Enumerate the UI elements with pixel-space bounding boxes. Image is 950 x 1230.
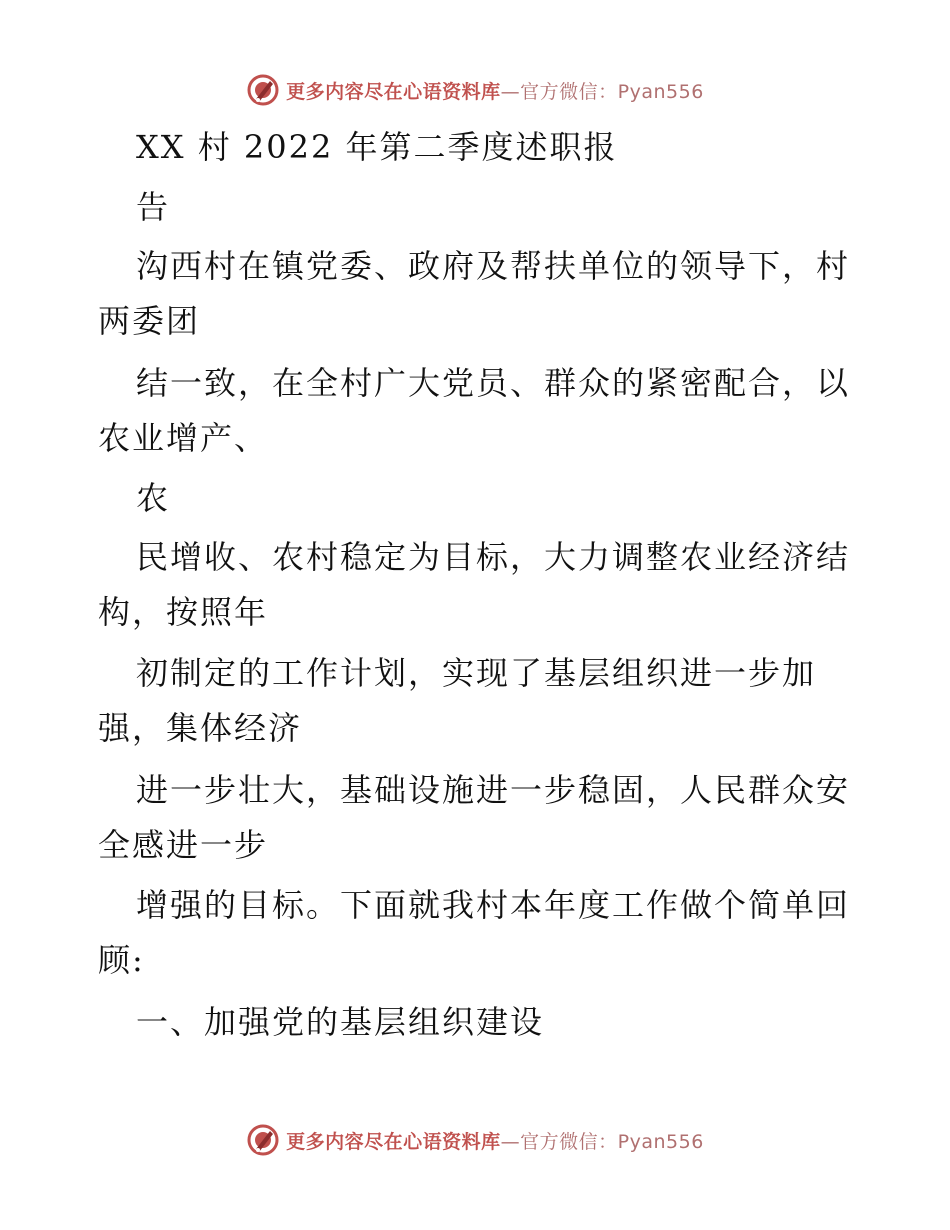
watermark-wechat-text: 官方微信：Pyan556 [520, 80, 704, 103]
paragraph-line: 沟西村在镇党委、政府及帮扶单位的领导下，村 [136, 247, 851, 285]
pen-seal-logo-icon [246, 1123, 280, 1157]
watermark-wechat-text: 官方微信：Pyan556 [520, 1130, 704, 1153]
paragraph-line: 强，集体经济 [98, 709, 303, 747]
paragraph-line: 顾: [98, 941, 145, 979]
watermark-main-text: 更多内容尽在心语资料库 [286, 80, 501, 103]
paragraph-line: 增强的目标。下面就我村本年度工作做个简单回 [136, 886, 851, 924]
paragraph-line: 两委团 [98, 302, 201, 340]
document-title-line-1: XX 村 2022 年第二季度述职报 [136, 128, 618, 166]
pen-seal-logo-icon [246, 73, 280, 107]
document-title-line-2: 告 [136, 188, 171, 226]
watermark-main-text: 更多内容尽在心语资料库 [286, 1130, 501, 1153]
paragraph-line: 进一步壮大，基础设施进一步稳固，人民群众安 [136, 771, 851, 809]
paragraph-line: 构，按照年 [98, 593, 269, 631]
paragraph-line: 民增收、农村稳定为目标，大力调整农业经济结 [136, 538, 851, 576]
section-heading: 一、加强党的基层组织建设 [136, 1003, 545, 1041]
header-watermark [0, 72, 950, 108]
watermark-text [286, 1127, 704, 1154]
watermark-separator: — [500, 1130, 521, 1153]
paragraph-line: 全感进一步 [98, 826, 269, 864]
watermark-text [286, 77, 704, 104]
paragraph-line: 结一致，在全村广大党员、群众的紧密配合，以 [136, 364, 851, 402]
watermark-separator: — [500, 80, 521, 103]
paragraph-line: 初制定的工作计划，实现了基层组织进一步加 [136, 654, 817, 692]
paragraph-line: 农业增产、 [98, 419, 269, 457]
footer-watermark [0, 1122, 950, 1158]
paragraph-line: 农 [136, 479, 171, 517]
